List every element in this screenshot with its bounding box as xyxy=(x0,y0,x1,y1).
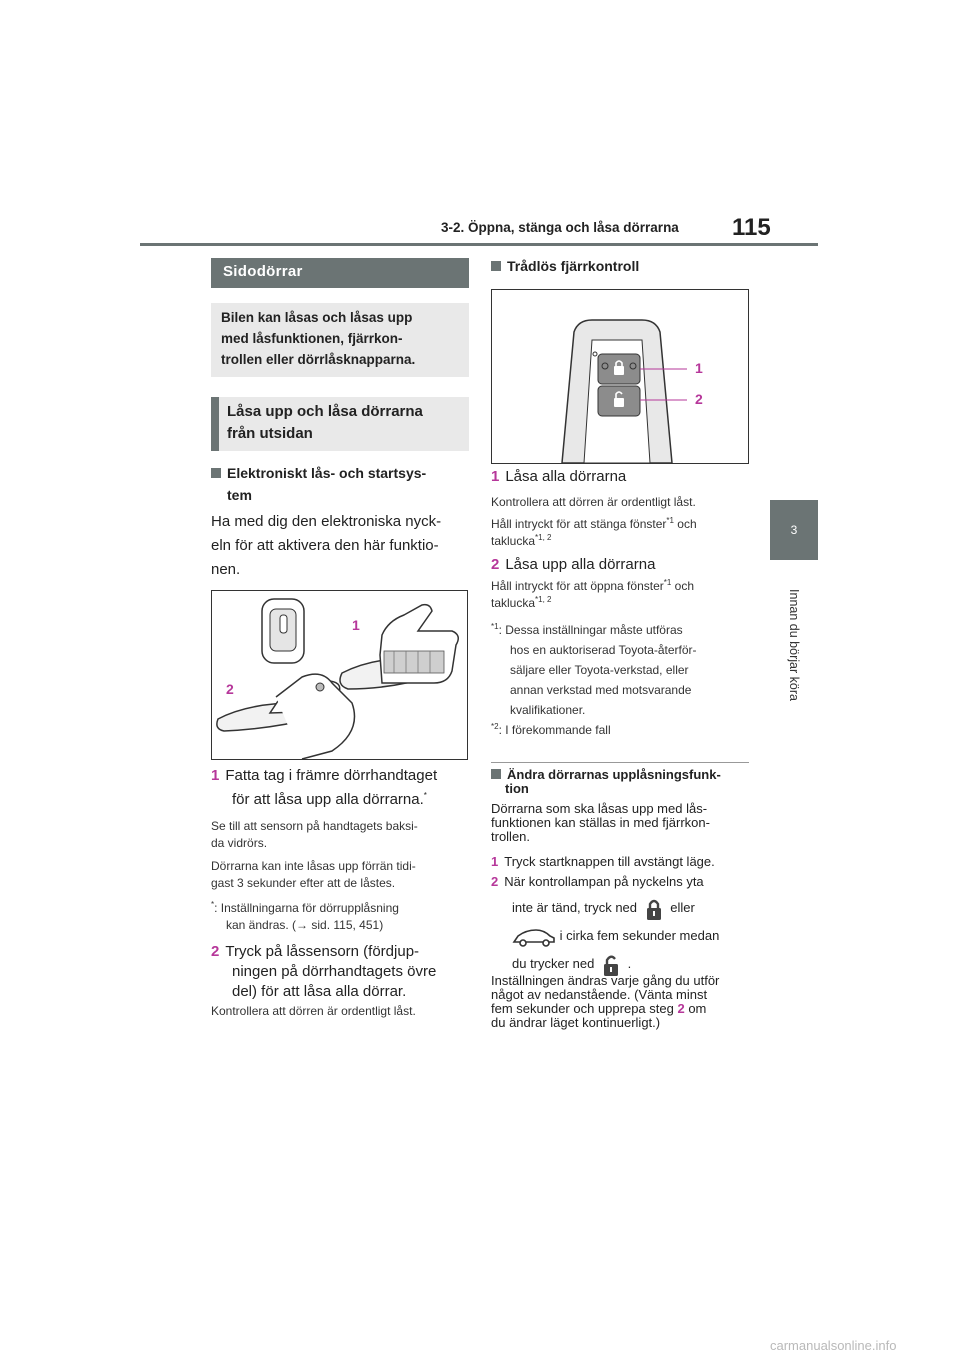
figure-callout-2: 2 xyxy=(226,681,234,697)
chapter-title xyxy=(758,575,830,715)
note-text: taklucka xyxy=(491,596,536,610)
footnote-mark: * xyxy=(211,900,215,909)
smart-key-text xyxy=(211,510,441,582)
item-text: Låsa upp alla dörrarna xyxy=(505,556,656,573)
change-step-2 xyxy=(491,874,719,978)
text-line: du ändrar läget kontinuerligt.) xyxy=(491,1015,661,1030)
note-line: Se till att sensorn på handtagets baksi- xyxy=(211,819,418,833)
footnote-text: I förekommande fall xyxy=(505,723,611,737)
note-text: Håll intryckt för att öppna fönster xyxy=(491,579,664,593)
step-text: När kontrollampan på nyckelns yta xyxy=(504,874,704,889)
footnote-line: kvalifikationer. xyxy=(510,703,586,717)
page-number: 115 xyxy=(732,214,771,241)
smart-key-heading-line: tem xyxy=(227,487,252,503)
section-title: 3-2. Öppna, stänga och låsa dörrarna xyxy=(441,220,679,235)
text-line: Ha med dig den elektroniska nyck- xyxy=(211,513,442,530)
text-line: nen. xyxy=(211,561,241,578)
step-number: 1 xyxy=(491,854,499,869)
note-open-windows xyxy=(491,578,694,612)
footnote-line: säljare eller Toyota-verkstad, eller xyxy=(510,663,689,677)
remote-key-illustration xyxy=(492,290,748,463)
step-2 xyxy=(211,942,436,1002)
remote-item-2 xyxy=(491,554,655,576)
step-1 xyxy=(211,764,437,812)
step-text: Tryck på låssensorn (fördjup- xyxy=(225,943,420,960)
note-close-windows xyxy=(491,516,697,550)
remote-heading-text: Trådlös fjärrkontroll xyxy=(507,258,640,274)
footnote-mark: *1 xyxy=(666,516,674,525)
step-text: eller xyxy=(670,900,695,915)
step-text: inte är tänd, tryck ned xyxy=(512,900,638,915)
lock-button-icon xyxy=(641,896,667,922)
final-instructions xyxy=(491,974,719,1030)
square-bullet-icon xyxy=(491,261,501,271)
note-text: och xyxy=(671,579,694,593)
note-line: Dörrarna kan inte låsas upp förrän tidi- xyxy=(211,859,416,873)
heading-line: tion xyxy=(505,781,529,796)
text-line: fem sekunder och upprepa steg xyxy=(491,1001,674,1016)
footnote-line: kan ändras. (→ sid. 115, 451) xyxy=(226,918,384,932)
step-text: för att låsa upp alla dörrarna. xyxy=(232,791,424,808)
square-bullet-icon xyxy=(211,468,221,478)
watermark: carmanualsonline.info xyxy=(770,1338,897,1353)
figure-callout-1: 1 xyxy=(695,360,703,376)
note-line: da vidrörs. xyxy=(211,836,268,850)
subsection-line: Låsa upp och låsa dörrarna xyxy=(227,403,423,420)
remote-fob-icon xyxy=(562,320,672,463)
footnote-2: $^{*2}$: I förekommande fall xyxy=(491,722,611,737)
change-step-1 xyxy=(491,854,715,870)
chapter-tab: 3 xyxy=(770,500,818,560)
text-line: funktionen kan ställas in med fjärrkon- xyxy=(491,815,710,830)
note-check-locked: Kontrollera att dörren är ordentligt låst. xyxy=(211,1004,416,1018)
remote-figure xyxy=(491,289,749,464)
text-line: om xyxy=(688,1001,707,1016)
square-bullet-icon xyxy=(491,769,501,779)
step-number: 2 xyxy=(491,874,499,889)
note-text: och xyxy=(673,517,697,531)
smart-key-heading xyxy=(211,462,426,506)
step-text: ningen på dörrhandtagets övre xyxy=(232,963,437,980)
step-reference: 2 xyxy=(677,1001,685,1016)
text-line: eln för att aktivera den här funktio- xyxy=(211,537,439,554)
figure-callout-1: 1 xyxy=(352,617,360,633)
door-handle-figure xyxy=(211,590,468,760)
text-line: Dörrarna som ska låsas upp med lås- xyxy=(491,801,708,816)
header-rule xyxy=(140,243,818,246)
remote-item-1 xyxy=(491,466,626,488)
footnote-mark: *1, 2 xyxy=(535,533,552,542)
intro-box xyxy=(211,303,469,377)
note-sensor xyxy=(211,818,418,852)
footnote-line: Dessa inställningar måste utföras xyxy=(505,623,683,637)
note-delay xyxy=(211,858,416,892)
figure-callout-2: 2 xyxy=(695,391,703,407)
section-divider xyxy=(491,762,749,763)
car-doors-icon xyxy=(512,926,556,948)
note-line: gast 3 sekunder efter att de låstes. xyxy=(211,876,396,890)
step-text: . xyxy=(627,956,632,971)
step-text: del) för att låsa alla dörrar. xyxy=(232,983,407,1000)
chapter-title-text: Innan du börjar köra xyxy=(787,589,801,701)
smart-key-heading-line: Elektroniskt lås- och startsys- xyxy=(227,465,427,481)
key-fob-icon xyxy=(262,599,304,663)
item-number: 1 xyxy=(491,468,500,485)
footnote-line: Inställningarna för dörrupplåsning xyxy=(220,901,399,915)
footnote-line: annan verkstad med motsvarande xyxy=(510,683,692,697)
footnote-1: $^{*1}$: Dessa inställningar måste utföras hos en auktoriserad Toyota-återför- säljare eller Toyota-verkstad, eller annan verkstad med motsvarande kvalifikationer. xyxy=(491,620,697,720)
footnote-mark: * xyxy=(423,791,427,800)
intro-line: trollen eller dörrlåsknapparna. xyxy=(221,352,416,367)
text-line: trollen. xyxy=(491,829,531,844)
lower-handle-icon xyxy=(217,674,355,759)
footnote-mark: *1, 2 xyxy=(535,595,552,604)
note-text: Håll intryckt för att stänga fönster xyxy=(491,517,667,531)
heading-line: Ändra dörrarnas upplåsningsfunk- xyxy=(507,767,721,782)
change-unlock-text xyxy=(491,802,710,844)
step-number: 1 xyxy=(211,767,220,784)
note-text: taklucka xyxy=(491,534,536,548)
subsection-line: från utsidan xyxy=(227,425,313,442)
item-number: 2 xyxy=(491,556,500,573)
step-text: Tryck startknappen till avstängt läge. xyxy=(504,854,715,869)
step-number: 2 xyxy=(211,943,220,960)
intro-line: Bilen kan låsas och låsas upp xyxy=(221,310,413,325)
intro-line: med låsfunktionen, fjärrkon- xyxy=(221,331,403,346)
text-line: Inställningen ändras varje gång du utför xyxy=(491,973,720,988)
note-check-locked-right: Kontrollera att dörren är ordentligt låst. xyxy=(491,495,696,509)
footnote-line: hos en auktoriserad Toyota-återför- xyxy=(510,643,697,657)
footnote-settings: *: Inställningarna för dörrupplåsning kan ändras. (→ sid. 115, 451) xyxy=(211,900,399,932)
step-text: du trycker ned xyxy=(512,956,595,971)
footnote-mark: *2 xyxy=(491,722,499,731)
change-unlock-heading xyxy=(491,768,721,796)
subsection-heading xyxy=(211,397,469,451)
step-text: i cirka fem sekunder medan xyxy=(559,928,720,943)
footnote-mark: *1 xyxy=(491,622,499,631)
item-text: Låsa alla dörrarna xyxy=(505,468,627,485)
heading-side-doors: Sidodörrar xyxy=(211,258,469,288)
door-handle-illustration xyxy=(212,591,467,759)
remote-heading xyxy=(491,258,639,274)
footnote-mark: *1 xyxy=(663,578,672,587)
step-text: Fatta tag i främre dörrhandtaget xyxy=(225,767,438,784)
text-line: något av nedanstående. (Vänta minst xyxy=(491,987,708,1002)
